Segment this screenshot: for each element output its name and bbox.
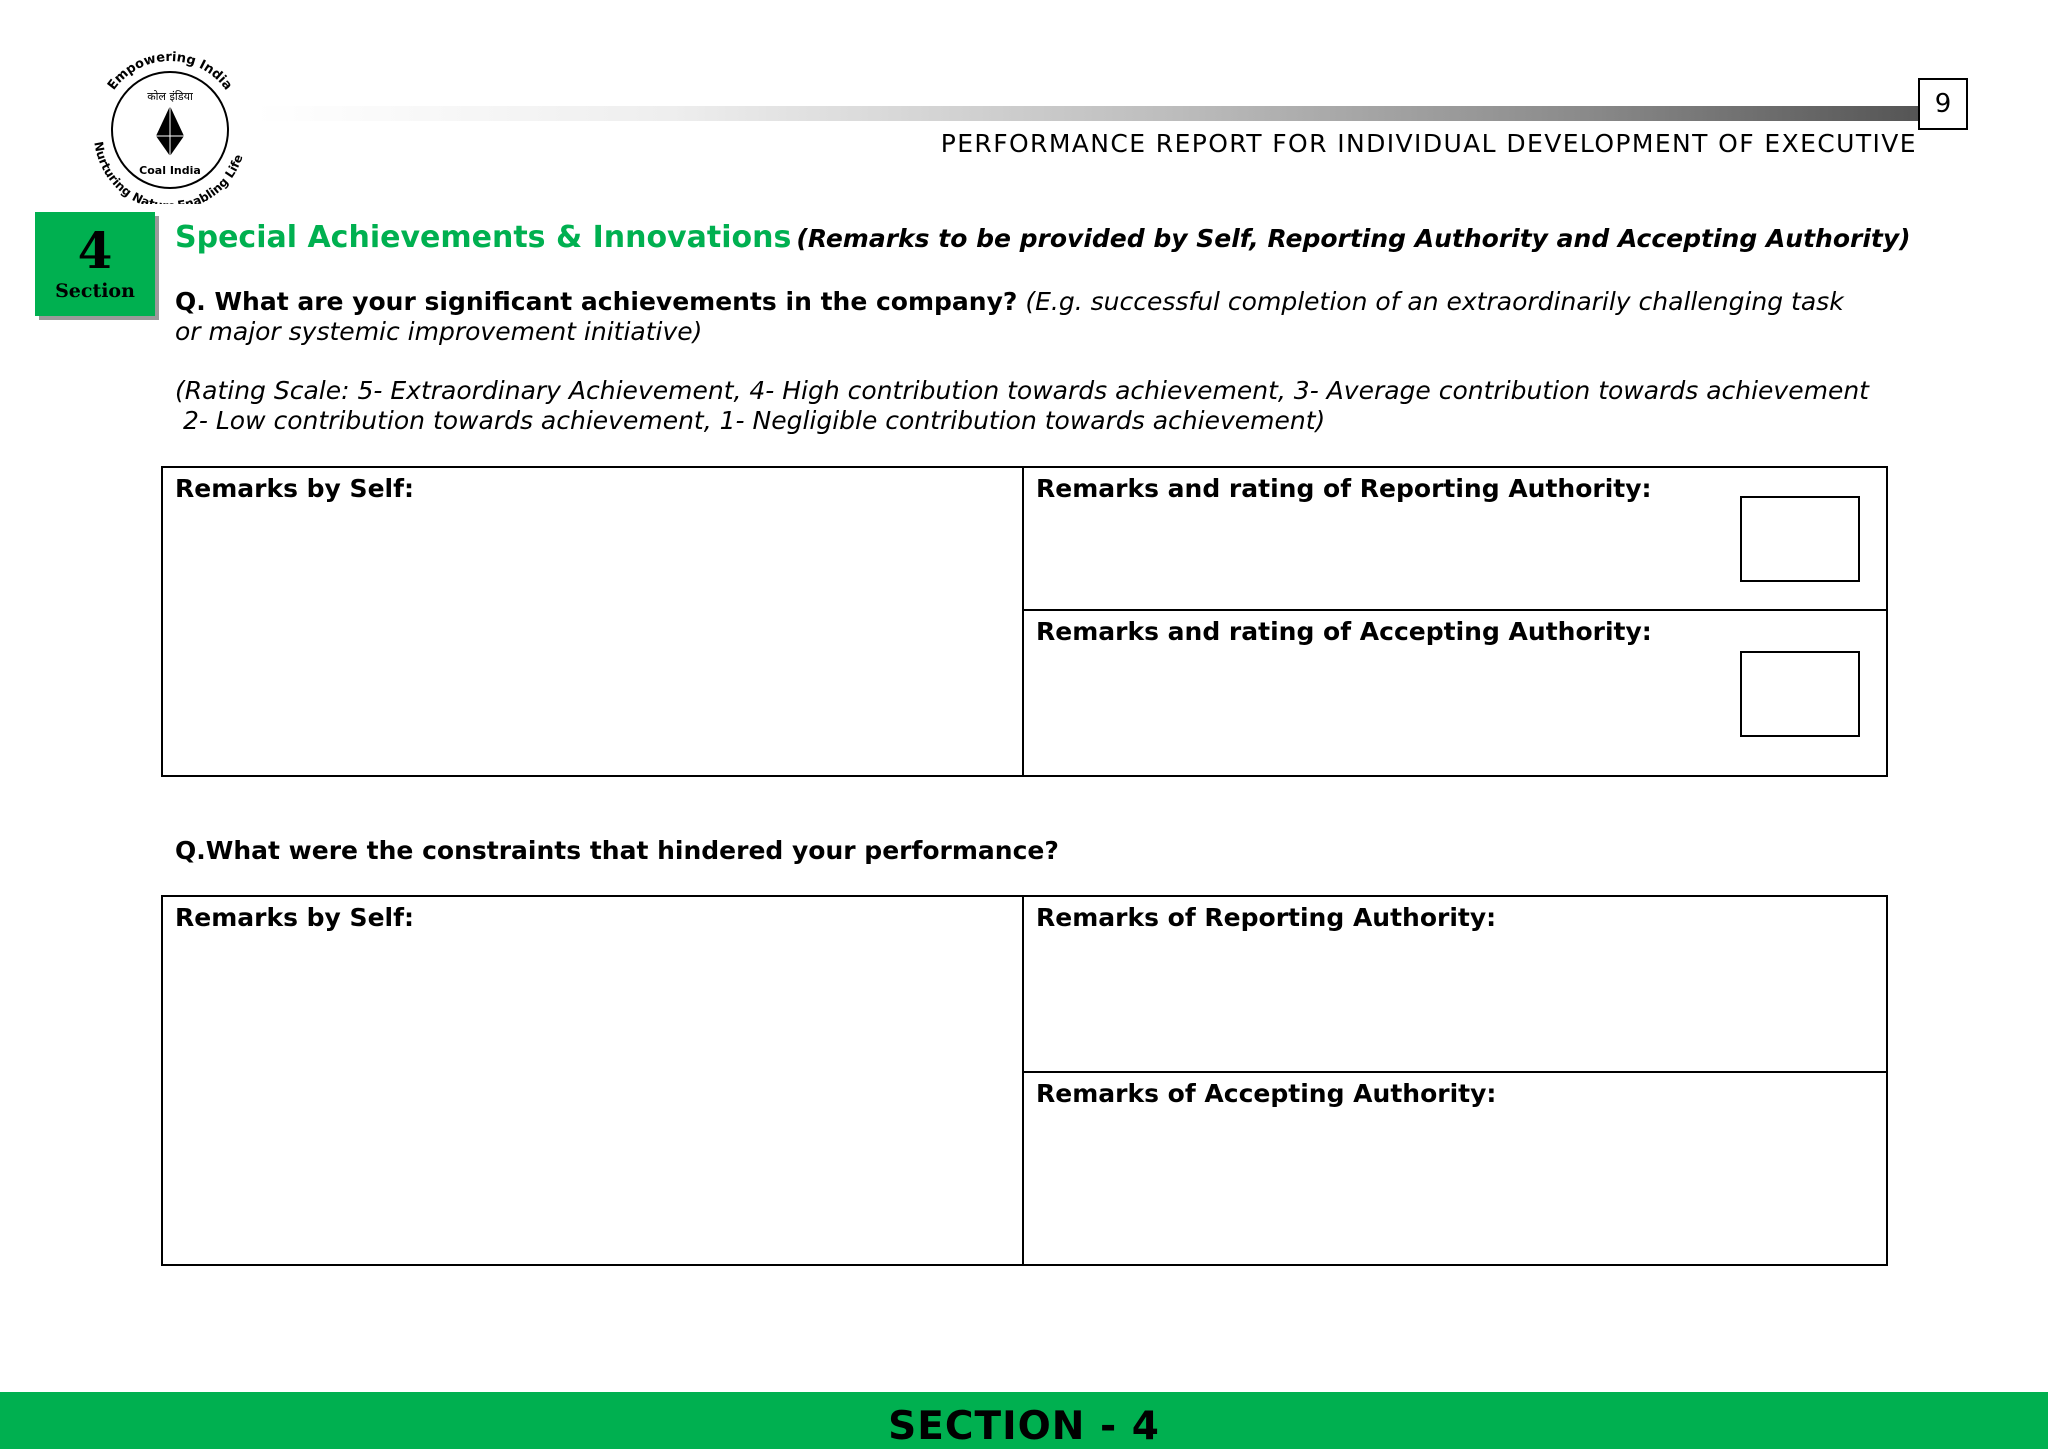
rating-scale-line2: 2- Low contribution towards achievement, 1- Negligible contribution towards achievement) xyxy=(183,406,1326,435)
achievements-remarks-self[interactable] xyxy=(161,466,1024,777)
section-footer-label: SECTION - 4 xyxy=(888,1404,1160,1449)
section-number: 4 xyxy=(77,221,113,280)
section-label: Section xyxy=(55,280,135,302)
section-title: Special Achievements & Innovations xyxy=(175,220,792,255)
achievements-remarks-reporting[interactable] xyxy=(1022,466,1888,611)
report-title: PERFORMANCE REPORT FOR INDIVIDUAL DEVELOPMENT OF EXECUTIVE xyxy=(940,129,1917,158)
page-number: 9 xyxy=(1918,78,1968,130)
coal-india-logo xyxy=(80,44,260,204)
accepting-rating-box[interactable] xyxy=(1740,651,1860,737)
section-heading xyxy=(175,220,1911,255)
rating-scale xyxy=(175,376,1875,436)
logo-ring-left: Nurturing Nat xyxy=(91,140,157,204)
section-note: (Remarks to be provided by Self, Reporting Authority and Accepting Authority) xyxy=(796,224,1911,253)
constraints-remarks-reporting[interactable] xyxy=(1022,895,1888,1073)
achievements-remarks-accepting[interactable] xyxy=(1022,609,1888,777)
section-footer xyxy=(0,1392,2048,1449)
svg-text:Enabling Life xyxy=(177,153,246,204)
achievements-remarks-self-label: Remarks by Self: xyxy=(175,474,414,503)
rating-scale-line1: (Rating Scale: 5- Extraordinary Achievement, 4- High contribution towards achievement, 3- Average contribution towards achievement xyxy=(175,376,1869,405)
reporting-rating-box[interactable] xyxy=(1740,496,1860,582)
question-achievements-example: (E.g. successful completion of an extraordinarily challenging task or major systemic improvement initiative) xyxy=(175,287,1844,346)
header-gradient-bar xyxy=(255,106,1918,121)
logo-name: Coal India xyxy=(139,164,201,177)
logo-ring-top: Empowering India xyxy=(104,49,236,94)
achievements-remarks-accepting-label: Remarks and rating of Accepting Authority: xyxy=(1036,617,1652,646)
constraints-remarks-reporting-label: Remarks of Reporting Authority: xyxy=(1036,903,1497,932)
constraints-remarks-accepting-label: Remarks of Accepting Authority: xyxy=(1036,1079,1497,1108)
constraints-remarks-self-label: Remarks by Self: xyxy=(175,903,414,932)
achievements-remarks-reporting-label: Remarks and rating of Reporting Authority: xyxy=(1036,474,1652,503)
logo-ring-right: nabling Life xyxy=(183,152,246,204)
constraints-remarks-accepting[interactable] xyxy=(1022,1071,1888,1266)
constraints-remarks-self[interactable] xyxy=(161,895,1024,1266)
question-achievements xyxy=(175,287,1875,347)
logo-hindi: कोल इंडिया xyxy=(147,90,193,103)
section-badge xyxy=(35,212,155,316)
question-achievements-text: Q. What are your significant achievements in the company? xyxy=(175,287,1018,316)
question-constraints: Q.What were the constraints that hindered your performance? xyxy=(175,836,1059,865)
